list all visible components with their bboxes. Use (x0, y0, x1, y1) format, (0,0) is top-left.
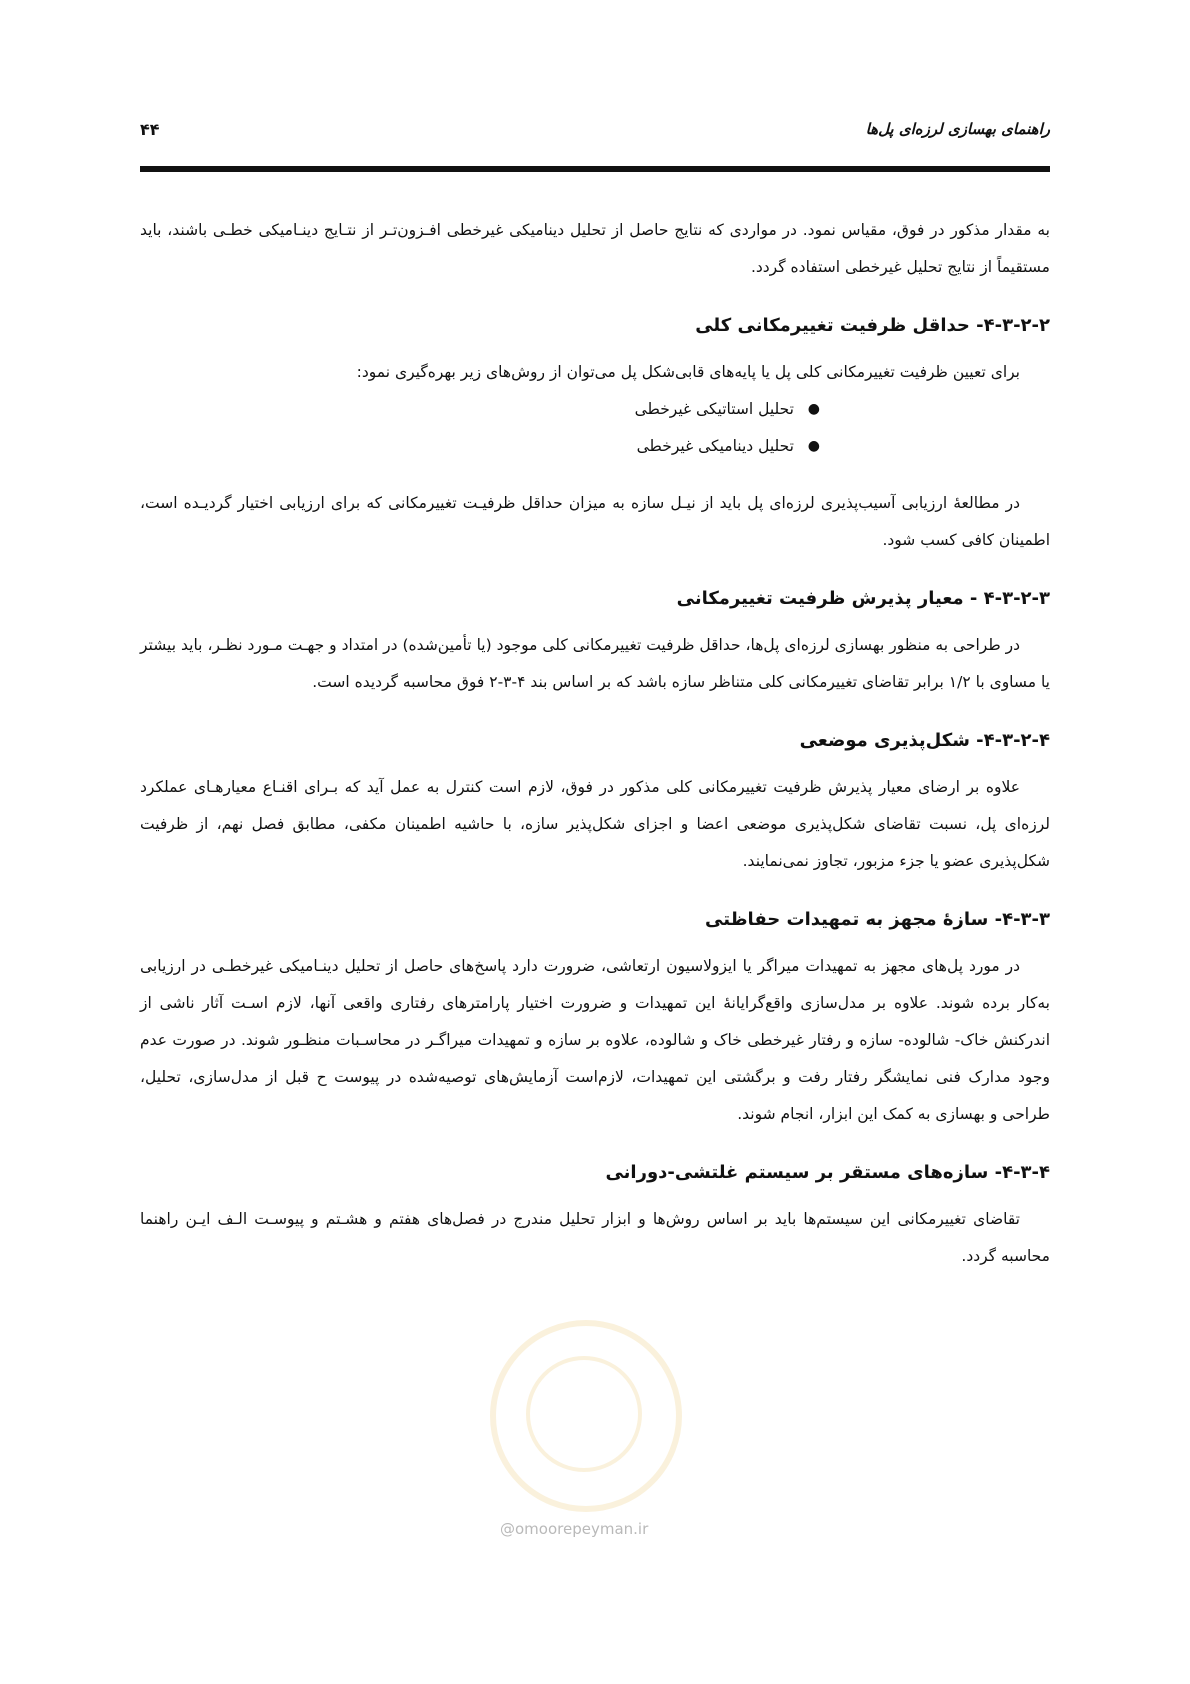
watermark-text: @omoorepeyman.ir (500, 1520, 649, 1538)
bullet-icon: ● (807, 401, 820, 417)
page-number: ۴۴ (140, 120, 160, 139)
section-heading-min-displacement-capacity: ۴-۳-۲-۲- حداقل ظرفیت تغییرمکانی کلی (695, 315, 1050, 336)
book-title: راهنمای بهسازی لرزه‌ای پل‌ها (865, 120, 1050, 138)
section-heading-acceptance-criteria: ۴-۳-۲-۳ - معیار پذیرش ظرفیت تغییرمکانی (676, 588, 1050, 609)
paragraph-acceptance-criteria: در طراحی به منظور بهسازی لرزه‌ای پل‌ها، حداقل ظرفیت تغییرمکانی کلی موجود (یا تأمین‌شده) در امتداد و جهـت مـورد نظـر، باید بیشتر یا مساوی با ۱/۲ برابر تقاضای تغییرمکانی کلی متناظر سازه باشد که بر اساس بند ۴-۳-۲ فوق محاسبه گردیده است. (140, 636, 1050, 691)
page-header (140, 118, 1050, 148)
section-heading-protective-devices: ۴-۳-۳- سازهٔ مجهز به تمهیدات حفاظتی (705, 909, 1050, 930)
document-body (140, 212, 1050, 1275)
paragraph-capacity-methods: برای تعیین ظرفیت تغییرمکانی کلی پل یا پایه‌های قابی‌شکل پل می‌توان از روش‌های زیر بهره‌گیری نمود: (356, 363, 1020, 381)
list-item: ● تحلیل استاتیکی غیرخطی (140, 391, 820, 428)
section-heading-local-ductility: ۴-۳-۲-۴- شکل‌پذیری موضعی (799, 730, 1050, 751)
header-rule (140, 166, 1050, 172)
watermark-seal-icon (490, 1320, 682, 1512)
paragraph-vulnerability-study: در مطالعهٔ ارزیابی آسیب‌پذیری لرزه‌ای پل باید از نیـل سازه به میزان حداقل ظرفیـت تغییرمکانی که برای ارزیابی اختیار گردیـده است، اطمینان کافی کسب شود. (140, 494, 1050, 549)
paragraph-protective-devices: در مورد پل‌های مجهز به تمهیدات میراگر یا ایزولاسیون ارتعاشی، ضرورت دارد پاسخ‌های حاصل از تحلیل دینـامیکی غیرخطـی در ارزیابی به‌کار برده شوند. علاوه بر مدل‌سازی واقع‌گرایانهٔ این تمهیدات و ضرورت اختیار پارامترهای رفتاری واقعی آنها، لازم اسـت آثار ناشی از اندرکنش خاک- شالوده- سازه و رفتار غیرخطی خاک و شالوده، علاوه بر سازه و تمهیدات میراگـر در محاسـبات منظـور شوند. در صورت عدم وجود مدارک فنی نمایشگر رفتار رفت و برگشتی این تمهیدات، لازم‌است آزمایش‌های توصیه‌شده در پیوست ح قبل از مدل‌سازی، تحلیل، طراحی و بهسازی به کمک این ابزار، انجام شوند. (140, 957, 1050, 1123)
paragraph-rocking-systems: تقاضای تغییرمکانی این سیستم‌ها باید بر اساس روش‌ها و ابزار تحلیل مندرج در فصل‌های هفتم و هشـتم و پیوسـت الـف ایـن راهنما محاسبه گردد. (140, 1210, 1050, 1265)
section-heading-rocking-systems: ۴-۳-۴- سازه‌های مستقر بر سیستم غلتشی-دورانی (605, 1162, 1050, 1183)
methods-list (140, 391, 1050, 465)
list-item: ● تحلیل دینامیکی غیرخطی (140, 428, 820, 465)
bullet-icon: ● (807, 438, 820, 454)
paragraph-intro: به مقدار مذکور در فوق، مقیاس نمود. در مواردی که نتایج حاصل از تحلیل دینامیکی غیرخطی افـزون‌تـر از نتـایج دینـامیکی خطـی باشند، باید مستقیماً از نتایج تحلیل غیرخطی استفاده گردد. (140, 221, 1050, 276)
paragraph-local-ductility: علاوه بر ارضای معیار پذیرش ظرفیت تغییرمکانی کلی مذکور در فوق، لازم است کنترل به عمل آید که بـرای اقنـاع معیارهـای عملکرد لرزه‌ای پل، نسبت تقاضای شکل‌پذیری موضعی اعضا و اجزای شکل‌پذیر سازه، با حاشیه اطمینان مکفی، مطابق فصل نهم، از ظرفیت شکل‌پذیری عضو یا جزء مزبور، تجاوز نمی‌نمایند. (140, 778, 1050, 870)
